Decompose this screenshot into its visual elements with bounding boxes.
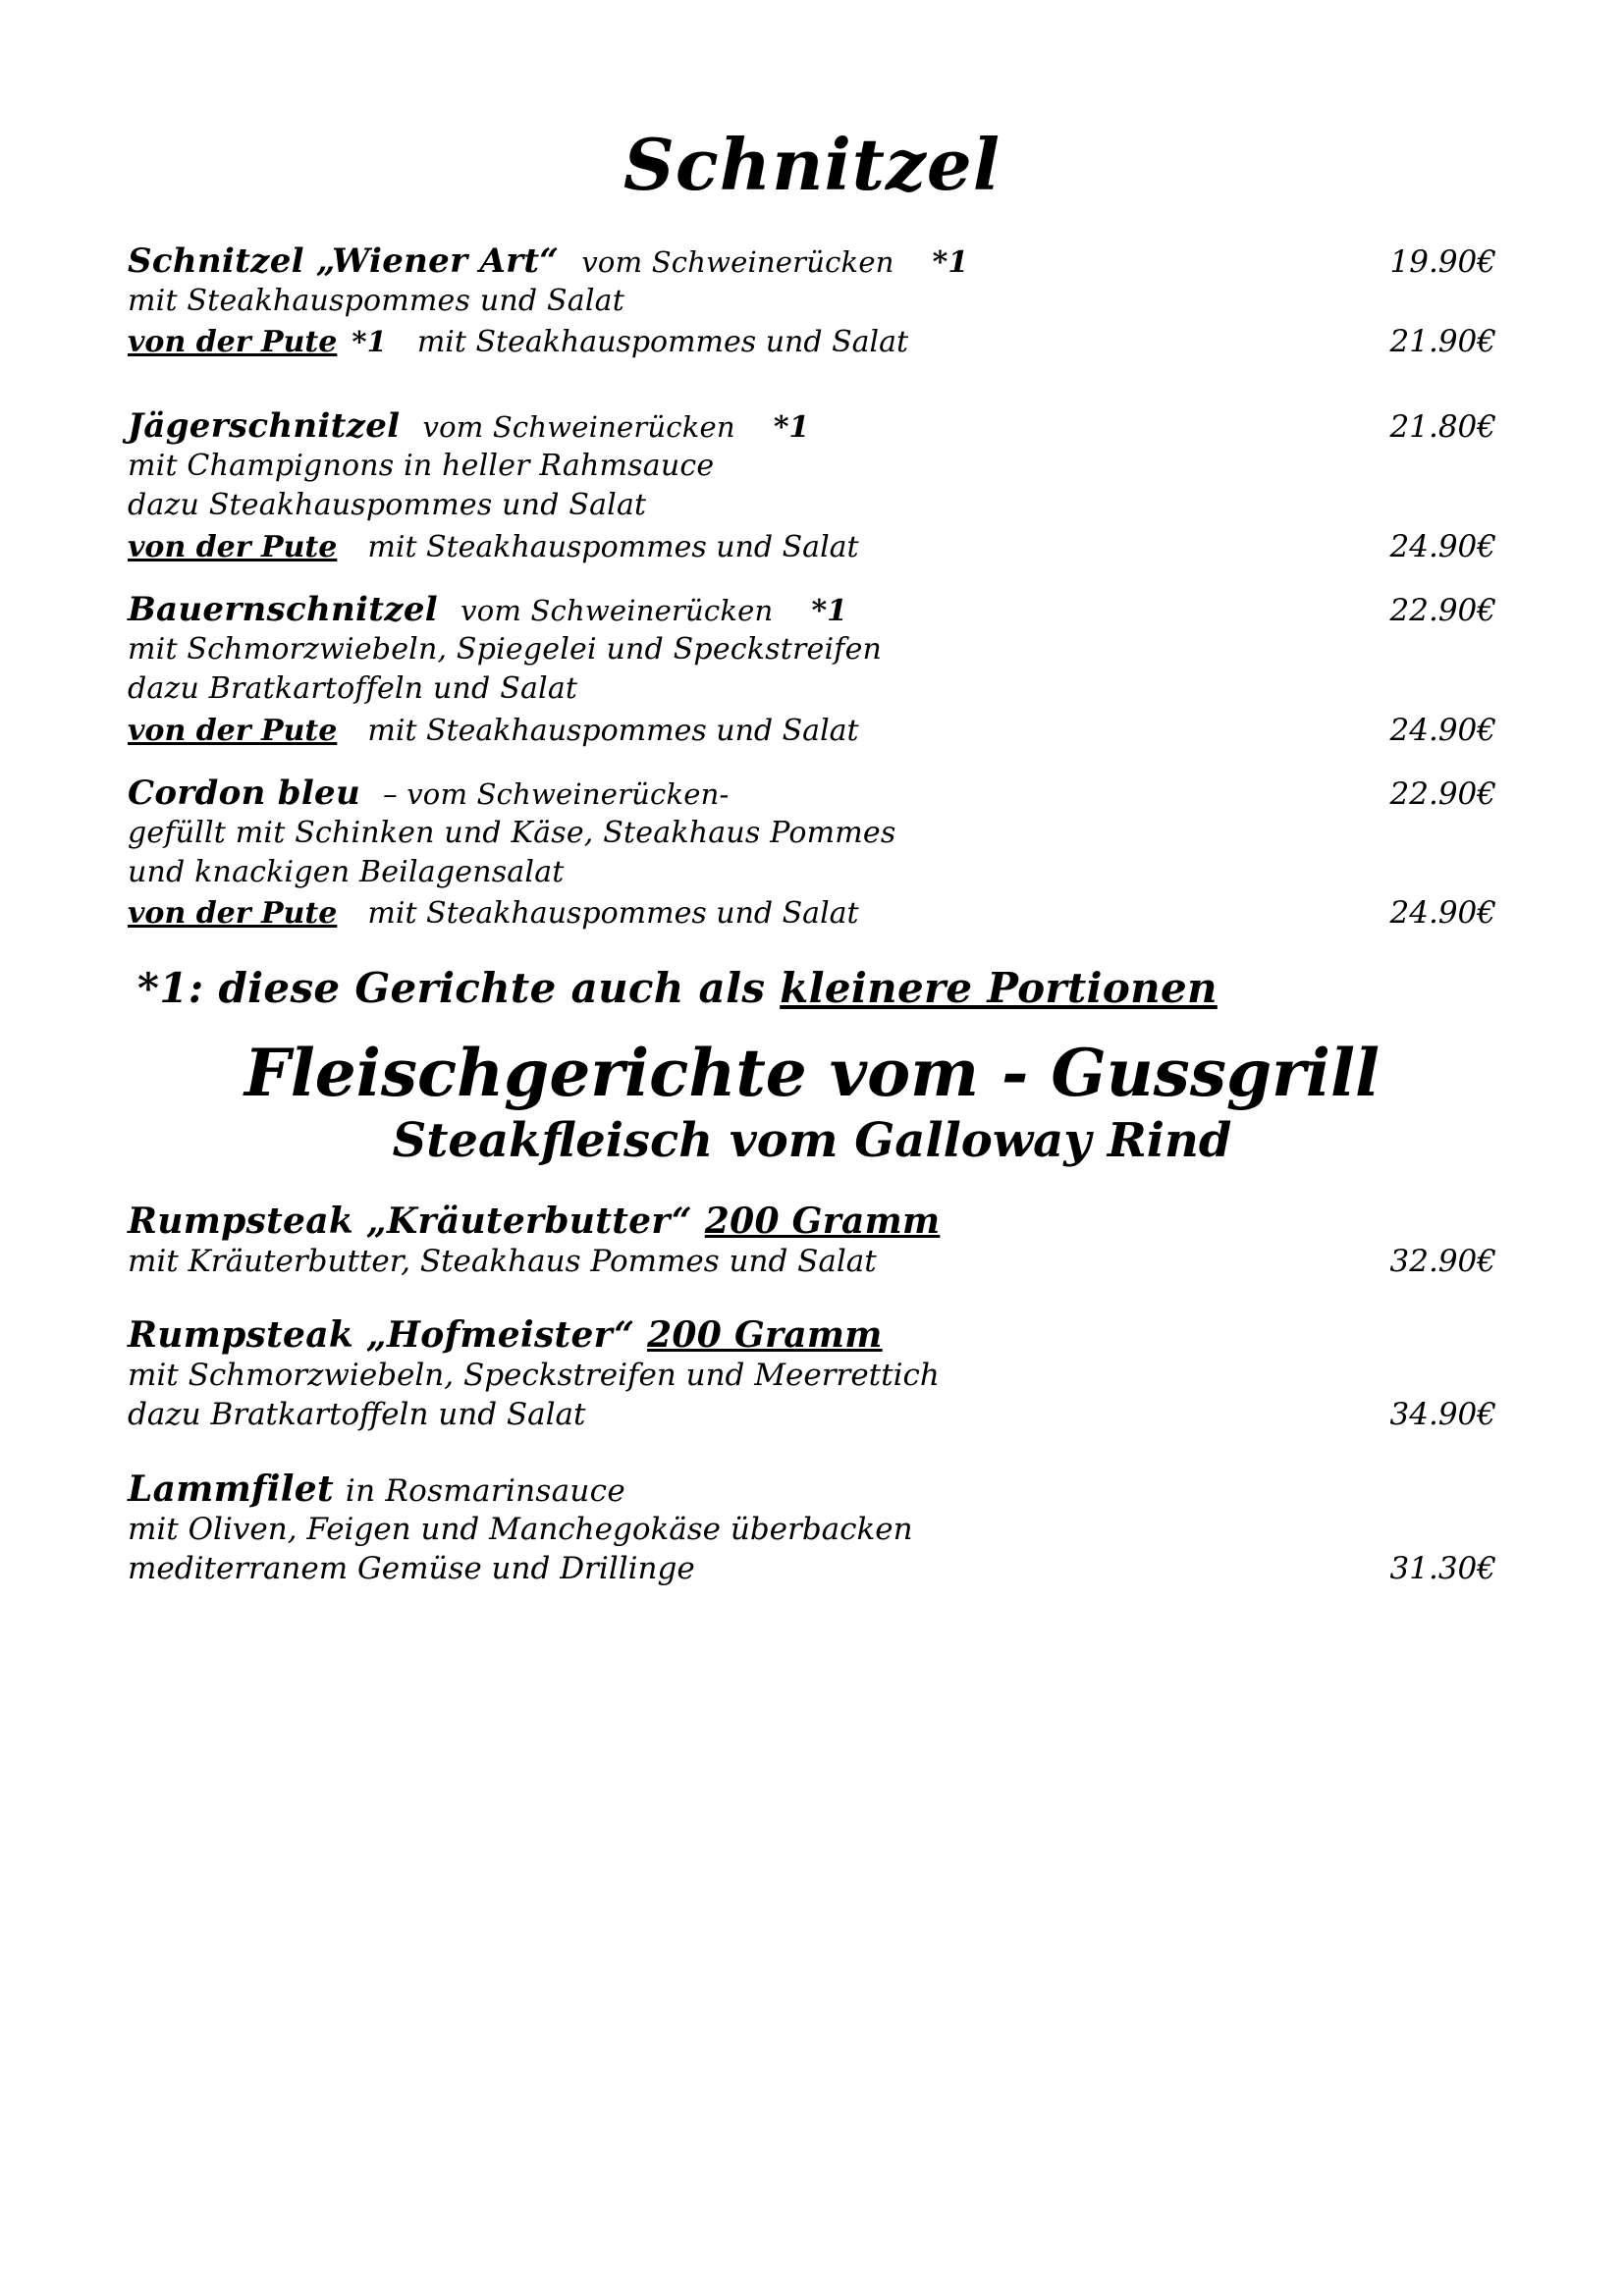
menu-item-description: mit Schmorzwiebeln, Speckstreifen und Meerrettich bbox=[128, 1358, 940, 1394]
menu-item-description: mit Schmorzwiebeln, Spiegelei und Speckstreifen bbox=[128, 631, 883, 667]
menu-item bbox=[128, 590, 1496, 748]
menu-item-name: Jägerschnitzel bbox=[128, 405, 401, 446]
menu-item-marker: *1 bbox=[811, 593, 848, 628]
variant-name: von der Pute bbox=[128, 896, 338, 932]
footnote bbox=[128, 964, 1496, 1012]
grill-section-subtitle: Steakfleisch vom Galloway Rind bbox=[392, 1112, 1232, 1168]
menu-item-description-2: mediterranem Gemüse und Drillinge bbox=[128, 1550, 695, 1586]
menu-item-header bbox=[128, 406, 1496, 446]
menu-item-qualifier: vom Schweinerücken bbox=[422, 409, 735, 444]
footnote-text: *1: diese Gerichte auch als bbox=[137, 964, 781, 1013]
variant-name: von der Pute bbox=[128, 324, 338, 359]
variant-price: 24.90€ bbox=[1389, 528, 1496, 564]
menu-item-variant bbox=[128, 713, 1496, 748]
menu-item bbox=[128, 241, 1496, 359]
menu-item-header bbox=[128, 1314, 1496, 1356]
variant-name: von der Pute bbox=[128, 529, 338, 564]
variant-price: 21.90€ bbox=[1389, 323, 1496, 359]
menu-item-header bbox=[128, 1201, 1496, 1242]
variant-price: 24.90€ bbox=[1389, 895, 1496, 932]
menu-item-weight: 200 Gramm bbox=[704, 1200, 941, 1242]
menu-item-price: 21.80€ bbox=[1389, 408, 1496, 445]
menu-item bbox=[128, 774, 1496, 932]
menu-item-variant bbox=[128, 895, 1496, 931]
menu-item-marker: *1 bbox=[932, 244, 969, 280]
menu-item-header bbox=[128, 774, 1496, 813]
menu-item-name: Bauernschnitzel bbox=[128, 589, 439, 629]
menu-item-price: 22.90€ bbox=[1389, 775, 1496, 812]
menu-item-price: 32.90€ bbox=[1389, 1243, 1496, 1279]
menu-item-description-2: dazu Bratkartoffeln und Salat bbox=[128, 1397, 586, 1433]
menu-item-price: 22.90€ bbox=[1389, 592, 1496, 628]
variant-description: mit Steakhauspommes und Salat bbox=[367, 529, 859, 564]
menu-item-price: 31.30€ bbox=[1389, 1550, 1496, 1586]
menu-item bbox=[128, 1468, 1496, 1589]
menu-item-name: Cordon bleu bbox=[128, 773, 361, 813]
menu-item-description-2: dazu Steakhauspommes und Salat bbox=[128, 488, 647, 523]
grill-section-title: Fleischgerichte vom - Gussgrill bbox=[244, 1035, 1380, 1112]
menu-item-variant bbox=[128, 324, 1496, 359]
menu-item-weight: 200 Gramm bbox=[647, 1314, 883, 1357]
menu-item bbox=[128, 1201, 1496, 1281]
variant-price: 24.90€ bbox=[1389, 712, 1496, 748]
menu-item-description: mit Kräuterbutter, Steakhaus Pommes und Salat bbox=[128, 1243, 877, 1279]
menu-item-marker: *1 bbox=[773, 409, 810, 445]
menu-item bbox=[128, 1314, 1496, 1435]
menu-item-description: mit Champignons in heller Rahmsauce bbox=[128, 448, 715, 483]
menu-item-name: Rumpsteak „Hofmeister“ bbox=[128, 1314, 648, 1357]
menu-item-header bbox=[128, 590, 1496, 629]
variant-description: mit Steakhauspommes und Salat bbox=[416, 324, 909, 359]
menu-item-header bbox=[128, 241, 1496, 281]
menu-item-header bbox=[128, 1468, 1496, 1510]
menu-item-qualifier: in Rosmarinsauce bbox=[345, 1472, 625, 1509]
menu-item bbox=[128, 406, 1496, 564]
menu-item-name: Rumpsteak „Kräuterbutter“ bbox=[128, 1200, 705, 1242]
menu-item-qualifier: vom Schweinerücken bbox=[460, 593, 774, 627]
menu-item-variant bbox=[128, 529, 1496, 564]
variant-name: von der Pute bbox=[128, 713, 338, 748]
menu-item-name: Schnitzel „Wiener Art“ bbox=[128, 240, 560, 281]
menu-item-name: Lammfilet bbox=[128, 1468, 334, 1510]
menu-item-price: 19.90€ bbox=[1389, 243, 1496, 280]
menu-item-description: mit Oliven, Feigen und Manchegokäse überbacken bbox=[128, 1511, 913, 1547]
menu-item-price: 34.90€ bbox=[1389, 1397, 1496, 1433]
menu-item-description-2: und knackigen Beilagensalat bbox=[128, 854, 565, 889]
footnote-emphasis: kleinere Portionen bbox=[780, 964, 1218, 1013]
page-title: Schnitzel bbox=[623, 123, 1001, 206]
menu-item-qualifier: – vom Schweinerücken- bbox=[383, 776, 730, 811]
menu-item-description: mit Steakhauspommes und Salat bbox=[128, 283, 624, 318]
variant-marker: *1 bbox=[352, 324, 387, 358]
menu-item-qualifier: vom Schweinerücken bbox=[581, 244, 894, 279]
menu-item-description: gefüllt mit Schinken und Käse, Steakhaus Pommes bbox=[128, 815, 896, 850]
menu-item-description-2: dazu Bratkartoffeln und Salat bbox=[128, 671, 578, 707]
variant-description: mit Steakhauspommes und Salat bbox=[367, 896, 859, 932]
variant-description: mit Steakhauspommes und Salat bbox=[367, 713, 859, 748]
